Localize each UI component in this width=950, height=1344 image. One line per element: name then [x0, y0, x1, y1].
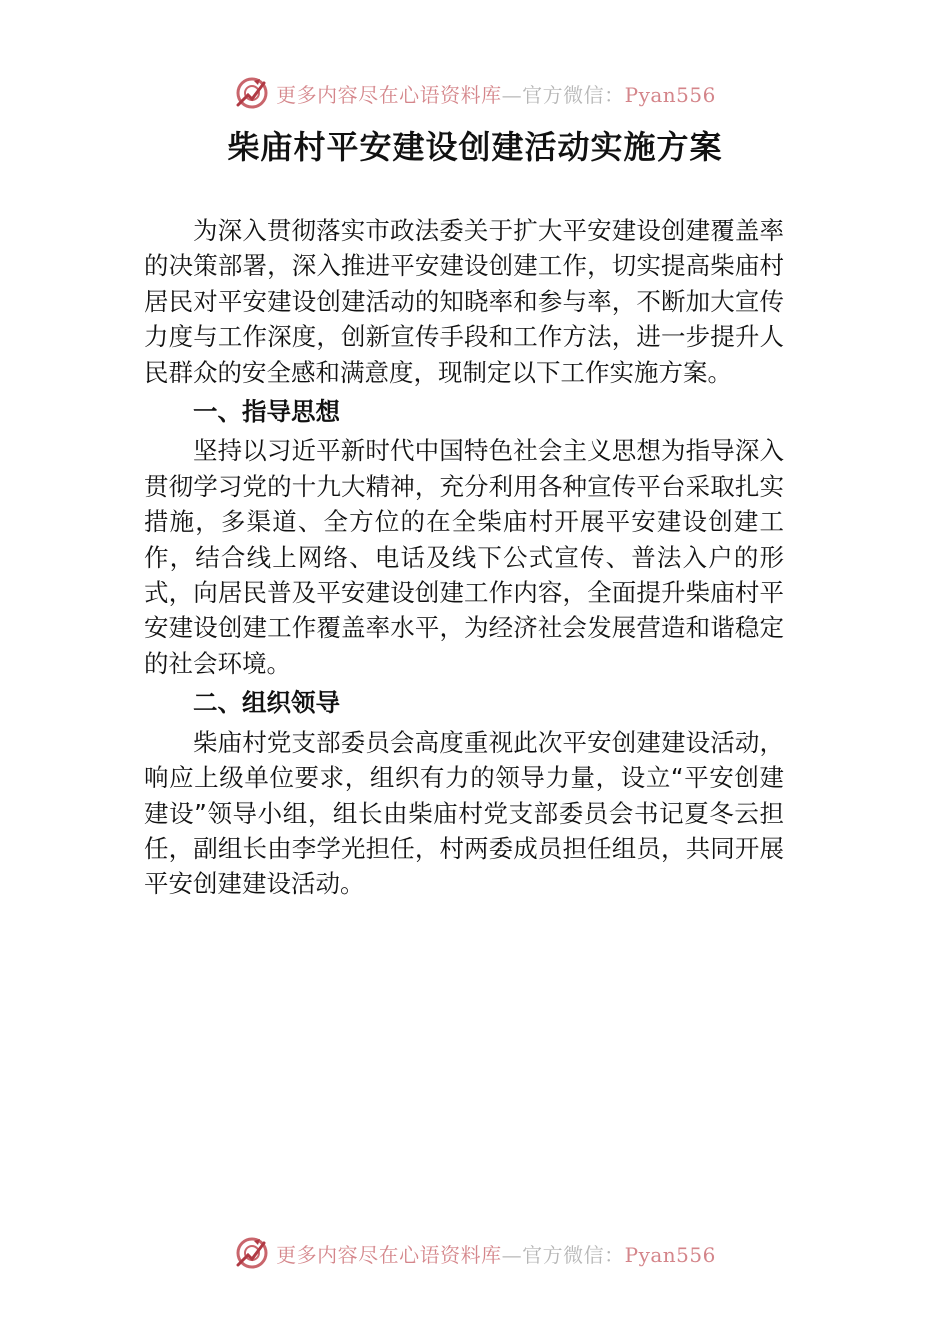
- watermark-text: [276, 79, 716, 108]
- watermark-separator: —: [501, 1242, 523, 1267]
- watermark-wechat-id: Pyan556: [624, 1242, 716, 1267]
- document-title: 柴庙村平安建设创建活动实施方案: [227, 128, 723, 166]
- watermark-slogan: 更多内容尽在心语资料库: [276, 1242, 502, 1267]
- brand-logo-icon: [234, 75, 270, 111]
- watermark-slogan: 更多内容尽在心语资料库: [276, 82, 502, 107]
- watermark-wechat-label: 官方微信：: [522, 82, 625, 107]
- intro-paragraph: 为深入贯彻落实市政法委关于扩大平安建设创建覆盖率的决策部署，深入推进平安建设创建工作，切实提高柴庙村居民对平安建设创建活动的知晓率和参与率，不断加大宣传力度与工作深度，创新宣传手段和工作方法，进一步提升人民群众的安全感和满意度，现制定以下工作实施方案。: [144, 216, 784, 387]
- section-body-guiding-ideology: 坚持以习近平新时代中国特色社会主义思想为指导深入贯彻学习党的十九大精神，充分利用各种宣传平台采取扎实措施，多渠道、全方位的在全柴庙村开展平安建设创建工作，结合线上网络、电话及线下公式宣传、普法入户的形式，向居民普及平安建设创建工作内容，全面提升柴庙村平安建设创建工作覆盖率水平，为经济社会发展营造和谐稳定的社会环境。: [144, 436, 784, 678]
- section-heading-organization: 二、组织领导: [193, 688, 340, 718]
- document-body: [144, 213, 784, 902]
- watermark-banner-top: [0, 73, 950, 113]
- watermark-banner-bottom: [0, 1233, 950, 1273]
- watermark-wechat-id: Pyan556: [624, 82, 716, 107]
- watermark-separator: —: [501, 82, 523, 107]
- brand-logo-icon: [234, 1235, 270, 1271]
- watermark-text: [276, 1239, 716, 1268]
- section-body-organization: 柴庙村党支部委员会高度重视此次平安创建建设活动，响应上级单位要求，组织有力的领导力量，设立“平安创建建设”领导小组，组长由柴庙村党支部委员会书记夏冬云担任，副组长由李学光担任，村两委成员担任组员，共同开展平安创建建设活动。: [144, 727, 784, 899]
- watermark-wechat-label: 官方微信：: [522, 1242, 625, 1267]
- section-heading-guiding-ideology: 一、指导思想: [193, 397, 340, 427]
